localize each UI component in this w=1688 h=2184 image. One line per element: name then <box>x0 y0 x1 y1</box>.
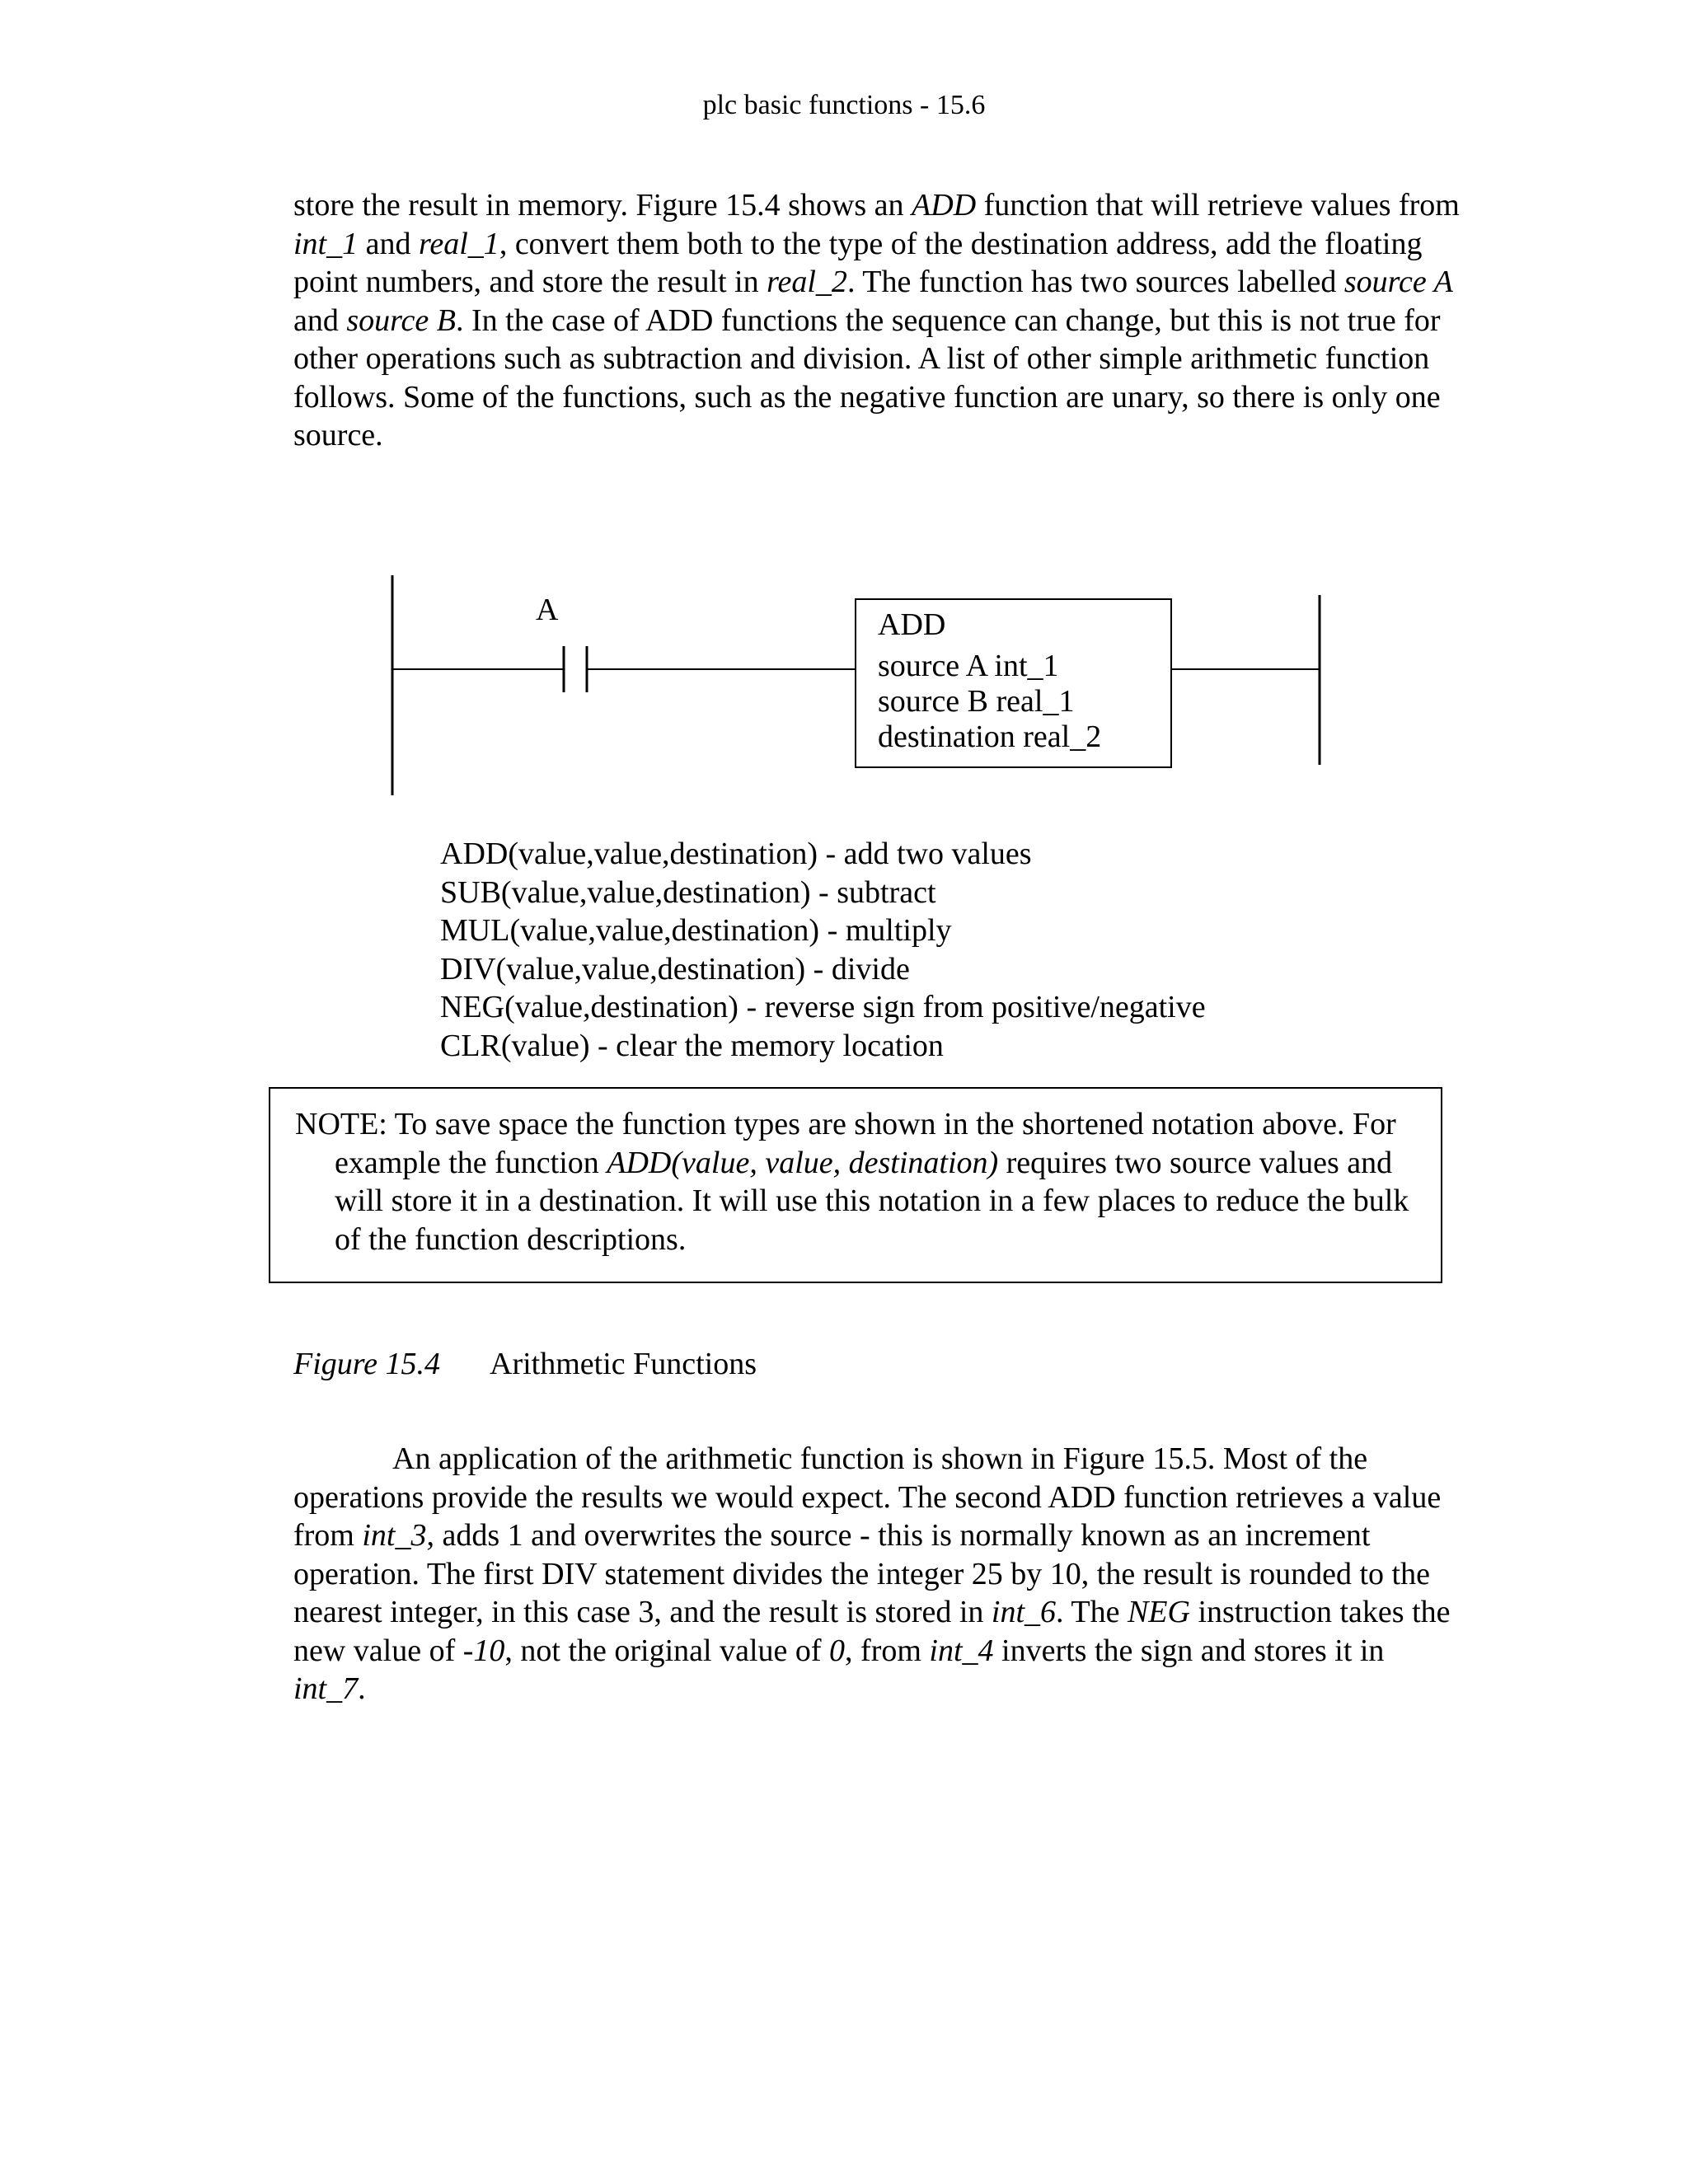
note-box <box>269 1087 1442 1283</box>
text-run: instruction takes the new value of <box>293 1595 1451 1668</box>
emphasis-run: 0 <box>829 1633 846 1668</box>
text-run: requires two source values and will store it in a destination. It will use this notation in a few places to reduce the bulk of the function descriptions. <box>335 1145 1409 1257</box>
emphasis-run: real_1 <box>419 226 499 261</box>
text-run: store the result in memory. Figure 15.4 shows an <box>293 188 912 223</box>
text-run: . The <box>1056 1595 1128 1629</box>
text-run: . In the case of ADD functions the sequence can change, but this is not true for other operations such as subtraction and division. A list of other simple arithmetic function follows. Some of the functions, such as the negative function are unary, so there is only one source. <box>293 302 1441 452</box>
emphasis-run: ADD <box>912 188 977 223</box>
list-item: CLR(value) - clear the memory location <box>440 1028 944 1063</box>
function-list <box>440 835 1206 1065</box>
figure-caption-label: Figure 15.4 <box>293 1347 441 1381</box>
text-run: inverts the sign and stores it in <box>993 1633 1385 1668</box>
contact-label: A <box>536 593 559 627</box>
text-run: , from <box>845 1633 930 1668</box>
emphasis-run: int_3 <box>362 1518 427 1553</box>
emphasis-run: source B <box>346 302 456 338</box>
ladder-diagram-lines <box>0 0 1688 824</box>
emphasis-run: real_2 <box>767 265 847 299</box>
figure-caption-title: Arithmetic Functions <box>490 1347 757 1381</box>
note-text <box>295 1105 1416 1258</box>
text-run: NOTE: To save space the function types are shown in the shortened notation above. For example the function <box>295 1107 1396 1180</box>
emphasis-run: -10 <box>462 1633 505 1668</box>
text-run: function that will retrieve values from <box>976 188 1460 223</box>
function-block-source-a: source A int_1 <box>878 649 1059 683</box>
text-run: and <box>358 226 419 261</box>
application-paragraph <box>293 1440 1464 1708</box>
emphasis-run: int_7 <box>293 1671 359 1706</box>
text-run: . The function has two sources labelled <box>846 265 1344 299</box>
function-block-title: ADD <box>878 607 946 642</box>
emphasis-run: NEG <box>1127 1595 1190 1629</box>
text-run: and <box>293 302 347 338</box>
list-item: ADD(value,value,destination) - add two values <box>440 837 1032 871</box>
page-header: plc basic functions - 15.6 <box>702 90 986 120</box>
list-item: NEG(value,destination) - reverse sign from positive/negative <box>440 990 1206 1024</box>
list-item: SUB(value,value,destination) - subtract <box>440 874 936 910</box>
text-run: An application of the arithmetic function is shown in Figure 15.5. Most of the operations provide the results we would expect. The second ADD function retrieves a value from <box>293 1441 1442 1553</box>
text-run: , adds 1 and overwrites the source - this is normally known as an increment operation. The first DIV statement divides the integer 25 by 10, the result is rounded to the nearest integer, in this case 3, and the result is stored in <box>293 1518 1430 1629</box>
text-run: . <box>358 1671 366 1706</box>
emphasis-run: int_6 <box>991 1595 1057 1629</box>
add-function-block <box>855 598 1172 768</box>
text-run: , not the original value of <box>504 1633 830 1668</box>
list-item: DIV(value,value,destination) - divide <box>440 951 910 987</box>
emphasis-run: int_1 <box>293 226 359 261</box>
emphasis-run: ADD(value, value, destination) <box>607 1145 999 1180</box>
function-block-destination: destination real_2 <box>878 719 1102 754</box>
list-item: MUL(value,value,destination) - multiply <box>440 913 952 948</box>
ladder-diagram <box>0 0 1688 824</box>
emphasis-run: int_4 <box>929 1633 994 1668</box>
text-run: , convert them both to the type of the destination address, add the floating point numbers, and store the result in <box>293 226 1423 299</box>
emphasis-run: source A <box>1343 265 1453 299</box>
function-block-source-b: source B real_1 <box>878 684 1075 719</box>
